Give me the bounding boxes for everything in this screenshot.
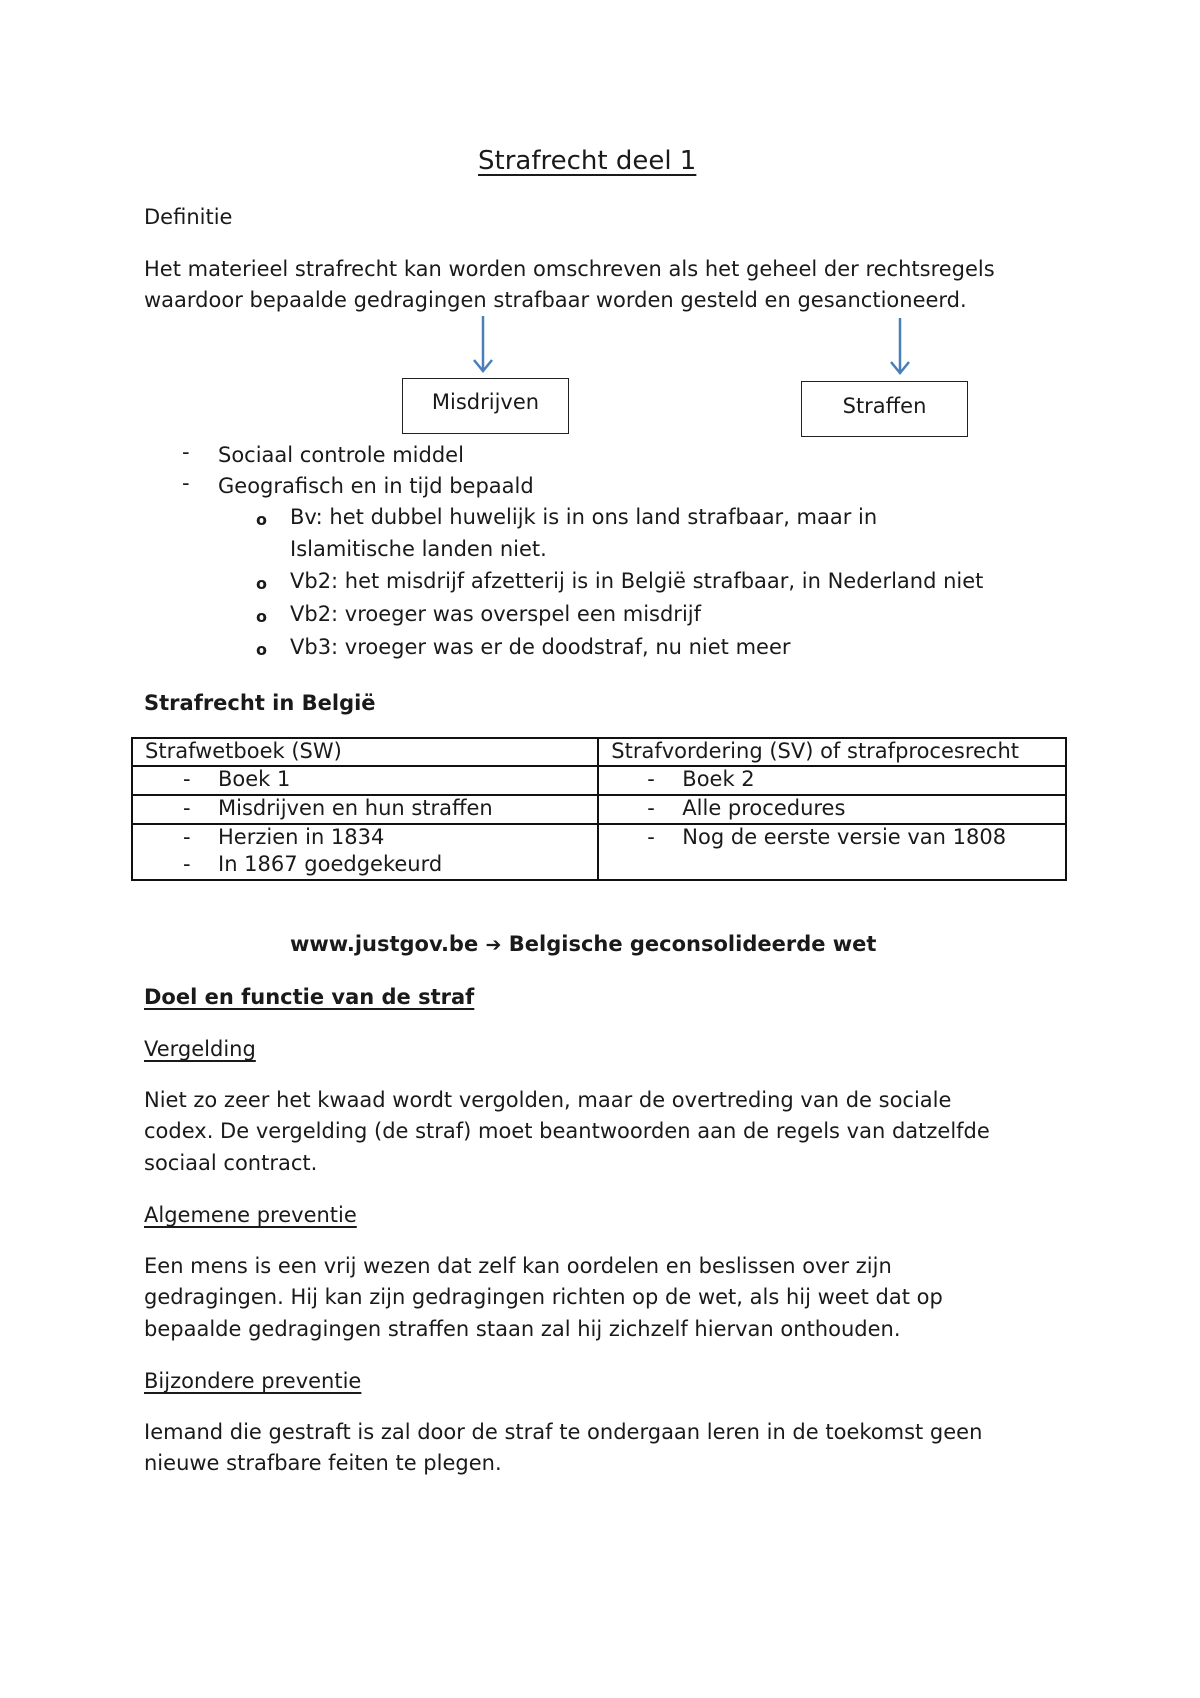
table-cell [132, 766, 598, 795]
cell-text: Herzien in 1834 [218, 825, 385, 849]
cell-marker: - [183, 796, 191, 820]
sub-bullet-item: Vb2: het misdrijf afzetterij is in België strafbaar, in Nederland niet [290, 569, 984, 593]
page-title: Strafrecht deel 1 [478, 146, 697, 176]
box-misdrijven [402, 378, 569, 434]
paragraph-line: gedragingen. Hij kan zijn gedragingen richten op de wet, als hij weet dat op [144, 1285, 943, 1309]
table-cell [598, 824, 1066, 880]
cell-text: Boek 1 [218, 767, 291, 791]
justgov-link-line [290, 929, 876, 960]
sub-bullet-marker: o [256, 510, 267, 529]
sub-bullet-item: Vb3: vroeger was er de doodstraf, nu niet meer [290, 635, 791, 659]
paragraph-line: nieuwe strafbare feiten te plegen. [144, 1451, 502, 1475]
definition-line-2: waardoor bepaalde gedragingen strafbaar worden gesteld en gesanctioneerd. [144, 288, 967, 312]
cell-text: Nog de eerste versie van 1808 [682, 825, 1007, 849]
bullet-marker: - [182, 471, 190, 495]
paragraph-line: sociaal contract. [144, 1151, 318, 1175]
bullet-item: Geografisch en in tijd bepaald [218, 474, 534, 498]
table-header-cell [132, 738, 598, 766]
arrow-down-icon [470, 316, 496, 378]
table-cell [598, 795, 1066, 824]
section-heading-belgium: Strafrecht in België [144, 691, 376, 715]
table-row [132, 824, 1066, 880]
sub-bullet-marker: o [256, 574, 267, 593]
comparison-table [131, 737, 1067, 881]
table-header-cell [598, 738, 1066, 766]
table-cell [598, 766, 1066, 795]
sub-bullet-marker: o [256, 640, 267, 659]
bullet-marker: - [182, 440, 190, 464]
cell-text: In 1867 goedgekeurd [218, 852, 443, 876]
arrow-down-icon [887, 318, 913, 380]
paragraph-line: codex. De vergelding (de straf) moet beantwoorden aan de regels van datzelfde [144, 1119, 990, 1143]
cell-marker: - [647, 796, 655, 820]
table-row [132, 766, 1066, 795]
bullet-item: Sociaal controle middel [218, 443, 464, 467]
cell-marker: - [183, 825, 191, 849]
paragraph-line: Iemand die gestraft is zal door de straf te ondergaan leren in de toekomst geen [144, 1420, 983, 1444]
definition-heading: Definitie [144, 205, 233, 229]
table-header-label: Strafwetboek (SW) [145, 739, 342, 763]
paragraph-line: Een mens is een vrij wezen dat zelf kan oordelen en beslissen over zijn [144, 1254, 892, 1278]
table-header-row [132, 738, 1066, 766]
cell-text: Boek 2 [682, 767, 755, 791]
subheading-vergelding: Vergelding [144, 1037, 256, 1061]
subheading-algemene-preventie: Algemene preventie [144, 1203, 357, 1227]
sub-bullet-item-cont: Islamitische landen niet. [290, 537, 547, 561]
cell-marker: - [647, 825, 655, 849]
paragraph-line: bepaalde gedragingen straffen staan zal hij zichzelf hiervan onthouden. [144, 1317, 901, 1341]
section-heading-purpose: Doel en functie van de straf [144, 985, 475, 1009]
cell-marker: - [183, 767, 191, 791]
subheading-bijzondere-preventie: Bijzondere preventie [144, 1369, 362, 1393]
cell-text: Alle procedures [682, 796, 846, 820]
cell-marker: - [647, 767, 655, 791]
table-header-label: Strafvordering (SV) of strafprocesrecht [611, 739, 1020, 763]
table-cell [132, 824, 598, 880]
definition-line-1: Het materieel strafrecht kan worden omschreven als het geheel der rechtsregels [144, 257, 995, 281]
box-misdrijven-label: Misdrijven [431, 390, 540, 414]
sub-bullet-item: Bv: het dubbel huwelijk is in ons land strafbaar, maar in [290, 505, 878, 529]
table-cell [132, 795, 598, 824]
cell-text: Misdrijven en hun straffen [218, 796, 493, 820]
sub-bullet-marker: o [256, 607, 267, 626]
box-straffen-label: Straffen [842, 394, 927, 418]
arrow-right-icon: ➔ [485, 934, 502, 956]
paragraph-line: Niet zo zeer het kwaad wordt vergolden, maar de overtreding van de sociale [144, 1088, 952, 1112]
cell-marker: - [183, 852, 191, 876]
justgov-url[interactable]: www.justgov.be [290, 932, 479, 956]
sub-bullet-item: Vb2: vroeger was overspel een misdrijf [290, 602, 702, 626]
table-row [132, 795, 1066, 824]
box-straffen [801, 381, 968, 437]
link-description: Belgische geconsolideerde wet [508, 932, 877, 956]
